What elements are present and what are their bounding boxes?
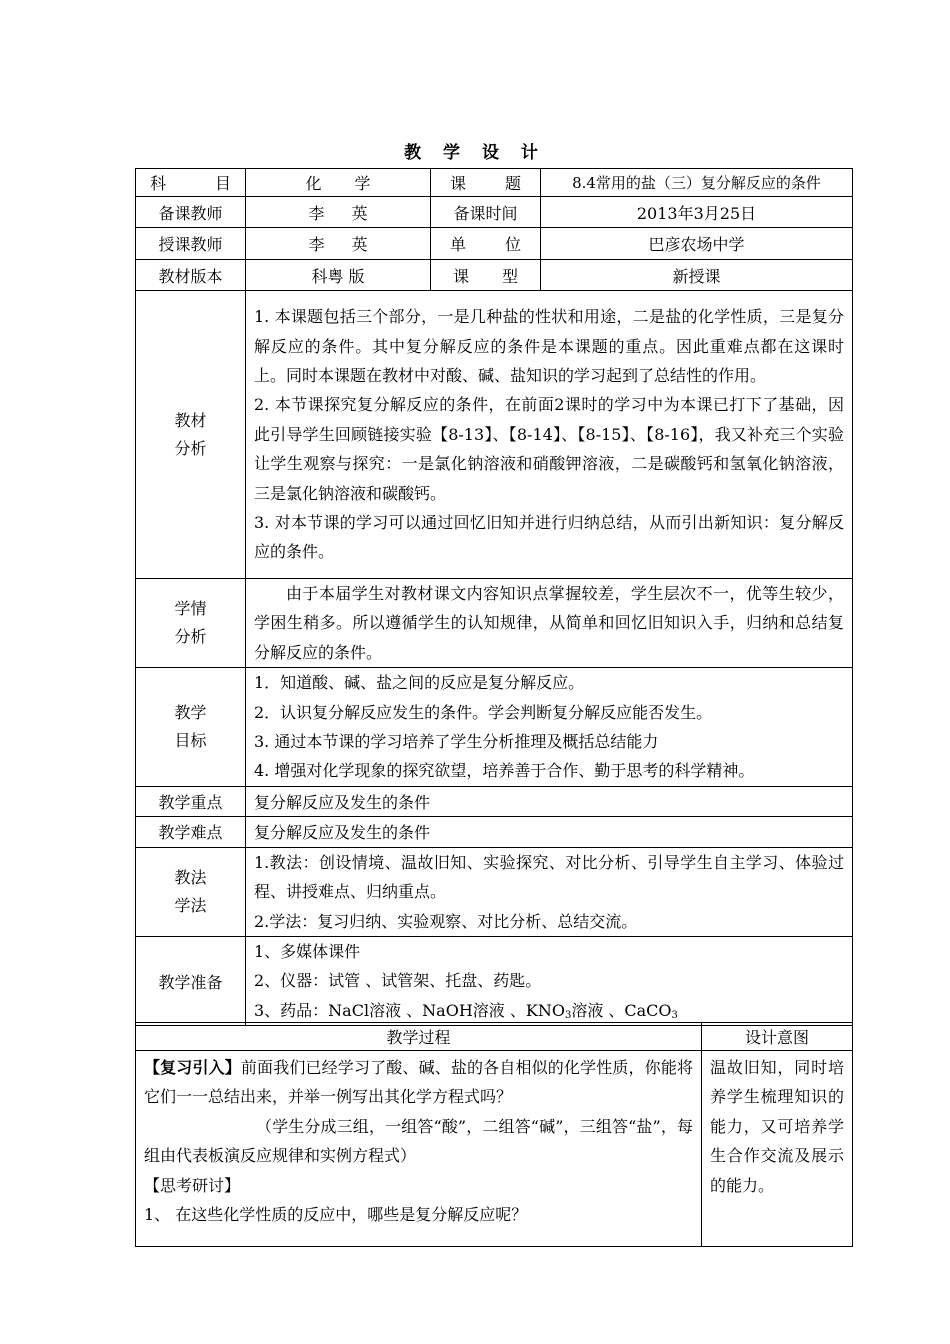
student-analysis-label-1: 学情 — [174, 599, 207, 619]
difficulty-value: 复分解反应及发生的条件 — [246, 816, 853, 847]
design-intent: 温故旧知，同时培养学生梳理知识的能力，又可培养学生合作交流及展示的能力。 — [702, 1051, 853, 1247]
row-subject — [136, 169, 853, 197]
prep-time-value: 2013年3月25日 — [541, 197, 853, 228]
preparation-item: 1、多媒体课件 — [254, 942, 361, 962]
goals-label-2: 目标 — [174, 731, 207, 751]
subject-value: 化 学 — [246, 169, 431, 197]
key-point-value: 复分解反应及发生的条件 — [246, 786, 853, 816]
row-teacher — [136, 228, 853, 260]
material-analysis-text — [246, 291, 853, 579]
preparation-label: 教学准备 — [136, 937, 246, 1026]
student-analysis-p: 由于本届学生对教材课文内容知识点掌握较差，学生层次不一，优等生较少，学困生稍多。所以遵循学生的认知规律，从简单和回忆旧知识入手，归纳和总结复分解反应的条件。 — [254, 584, 844, 662]
think-tag: 【思考研讨】 — [144, 1175, 241, 1195]
learning-method: 2.学法：复习归纳、实验观察、对比分析、总结交流。 — [254, 911, 638, 931]
key-point-label: 教学重点 — [136, 786, 246, 816]
prep-teacher-value: 李 英 — [246, 197, 431, 228]
process-header-row — [136, 1023, 853, 1051]
edition-label: 教材版本 — [136, 260, 246, 291]
process-row — [136, 1051, 853, 1247]
topic-label: 课 题 — [431, 169, 541, 197]
intent-header: 设计意图 — [702, 1023, 853, 1051]
type-value: 新授课 — [541, 260, 853, 291]
chem-prefix: 3、药品：NaCl溶液 、NaOH溶液 、KNO — [254, 1000, 565, 1020]
goals-label-1: 教学 — [174, 703, 207, 723]
preparation-item: 2、仪器：试管 、试管架、托盘、药匙。 — [254, 971, 542, 991]
process-content — [136, 1051, 702, 1247]
goals-label — [136, 668, 246, 787]
row-key-point — [136, 786, 853, 816]
edition-value: 科粤 版 — [246, 260, 431, 291]
type-label: 课 型 — [431, 260, 541, 291]
process-table — [135, 1022, 853, 1247]
row-student-analysis — [136, 579, 853, 668]
question-1: 1、 在这些化学性质的反应中，哪些是复分解反应呢？ — [144, 1205, 528, 1225]
process-header: 教学过程 — [136, 1023, 702, 1051]
methods-label-1: 教法 — [174, 867, 207, 887]
methods-label-2: 学法 — [174, 895, 207, 915]
topic-value: 8.4常用的盐（三）复分解反应的条件 — [541, 169, 853, 197]
row-goals — [136, 668, 853, 787]
row-methods — [136, 847, 853, 936]
material-analysis-label — [136, 291, 246, 579]
material-analysis-p3: 3. 对本节课的学习可以通过回忆旧知并进行归纳总结，从而引出新知识：复分解反应的条件。 — [254, 513, 844, 562]
methods-text — [246, 847, 853, 936]
preparation-list — [246, 937, 853, 1026]
methods-label — [136, 847, 246, 936]
page-title: 教 学 设 计 — [404, 143, 546, 163]
goal-item: 3. 通过本节课的学习培养了学生分析推理及概括总结能力 — [254, 732, 659, 752]
student-analysis-text — [246, 579, 853, 668]
unit-value: 巴彦农场中学 — [541, 228, 853, 260]
material-analysis-label-2: 分析 — [174, 438, 207, 458]
chem-sub-2: 3 — [671, 1009, 678, 1021]
goals-list — [246, 668, 853, 787]
difficulty-label: 教学难点 — [136, 816, 246, 847]
material-analysis-label-1: 教材 — [174, 410, 207, 430]
student-analysis-label-2: 分析 — [174, 627, 207, 647]
goal-item: 2．认识复分解反应发生的条件。学会判断复分解反应能否发生。 — [254, 702, 713, 722]
chem-mid: 溶液 、CaCO — [571, 1000, 672, 1020]
preparation-item-chemicals — [254, 996, 844, 1025]
review-paragraph — [144, 1053, 693, 1112]
material-analysis-p2: 2. 本节课探究复分解反应的条件，在前面2课时的学习中为本课已打下了基础，因此引导学生回顾链接实验【8-13】、【8-14】、【8-15】、【8-16】，我又补充三个实验让学生观察与探究：一是氯化钠溶液和硝酸钾溶液，二是碳酸钙和氢氧化钠溶液，三是氯化钠溶液和碳酸钙。 — [254, 395, 844, 503]
student-analysis-label — [136, 579, 246, 668]
unit-label: 单 位 — [431, 228, 541, 260]
row-material-analysis — [136, 291, 853, 579]
teacher-value: 李 英 — [246, 228, 431, 260]
design-table — [135, 168, 853, 1026]
row-edition — [136, 260, 853, 291]
material-analysis-p1: 1. 本课题包括三个部分，一是几种盐的性状和用途，二是盐的化学性质，三是复分解反应的条件。其中复分解反应的条件是本课题的重点。因此重难点都在这课时上。同时本课题在教材中对酸、碱、盐知识的学习起到了总结性的作用。 — [254, 307, 844, 385]
row-prep — [136, 197, 853, 228]
prep-time-label: 备课时间 — [431, 197, 541, 228]
teacher-label: 授课教师 — [136, 228, 246, 260]
subject-label: 科 目 — [136, 169, 246, 197]
chem-sub-1: 3 — [564, 1009, 572, 1021]
goal-item: 1．知道酸、碱、盐之间的反应是复分解反应。 — [254, 673, 585, 693]
row-preparation — [136, 937, 853, 1026]
review-tag: 【复习引入】 — [144, 1058, 241, 1077]
row-difficulty — [136, 816, 853, 847]
teaching-method: 1.教法：创设情境、温故旧知、实验探究、对比分析、引导学生自主学习、体验过程、讲授难点、归纳重点。 — [254, 852, 844, 902]
student-note: （学生分成三组，一组答“酸”，二组答“碱”，三组答“盐”，每组由代表板演反应规律和实例方程式） — [144, 1116, 693, 1166]
goal-item: 4. 增强对化学现象的探究欲望，培养善于合作、勤于思考的科学精神。 — [254, 761, 755, 781]
review-text: 前面我们已经学习了酸、碱、盐的各自相似的化学性质，你能将它们一一总结出来，并举一例写出其化学方程式吗？ — [144, 1058, 693, 1107]
prep-teacher-label: 备课教师 — [136, 197, 246, 228]
